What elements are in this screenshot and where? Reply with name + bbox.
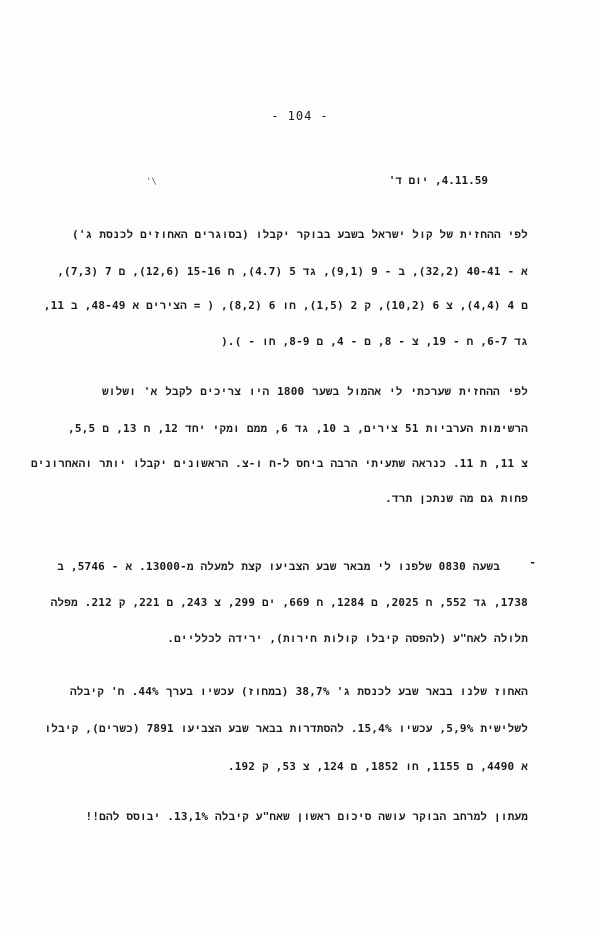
- paragraph-2-line-1: לפי ההחזית שערכתי לי אהמול בשער 1800 היו צריכים לקבל א' ושלוש: [102, 385, 529, 398]
- paragraph-2-line-4: פחות גם מה שנתכן תרד.: [385, 492, 528, 505]
- paragraph-5-line-1: מעתון למרחב הבוקר עושה סיכום ראשון שאח"ע קיבלה 13,1%. יבוסס להם!!: [85, 810, 528, 823]
- paragraph-1-line-3: ם 4 (4,4), צ 6 (10,2), ק 2 (1,5), חו 6 (8,2), ( = הצירים א 48-49, ב 11,: [43, 299, 528, 312]
- paragraph-3-line-2: 1738, גד 552, ח 2025, ם 1284, ח 669, ים 299, צ 243, ם 221, ק 212. מפלה: [50, 596, 528, 609]
- page-number: - 104 -: [271, 109, 329, 123]
- paragraph-4-line-3: א 4490, ם 1155, חו 1852, ם 124, צ 53, ק 192.: [227, 760, 528, 773]
- paragraph-2-line-3: צ 11, ת 11. כנראה שתעיתי הרבה ביחס ל-ח ו-צ. הראשונים יקבלו יותר והאחרונים: [31, 457, 528, 470]
- paragraph-3-line-1: בשעה 0830 שלפנו לי מבאר שבע הצביעו קצת למעלה מ-13000. א - 5746, ב: [57, 560, 500, 573]
- paragraph-4-line-2: לשלישית 5,9%, עכשיו 15,4%. להסתדרות בבאר שבע הצביעו 7891 (כשרים), קיבלו: [44, 722, 528, 735]
- entry-date: 4.11.59, יום ד': [388, 174, 488, 187]
- paragraph-4-line-1: האחוז שלנו בבאר שבע לכנסת ג' 38,7% (במחוז) עכשיו בערך 44%. ח' קיבלה: [70, 685, 528, 698]
- stray-mark: '\: [146, 177, 157, 187]
- paragraph-2-line-2: הרשימות הערביות 51 צירים, ב 10, גד 6, ממם ומקי יחד 12, ח 13, ם 5,5,: [68, 422, 528, 435]
- paragraph-3-line-3: תלולה לאח"ע (להפסה קיבלו קולות חירות), ירידה לכלליים.: [167, 632, 528, 645]
- paragraph-1-line-4: גד 6-7, ח - 19, צ - 8, ם - 4, ם 8-9, חו - ).(: [221, 335, 528, 348]
- paragraph-3-dash: -: [529, 556, 536, 569]
- paragraph-1-line-2: א - 40-41 (32,2), ב - 9 (9,1), גד 5 (4.7), ח 15-16 (12,6), ם 7 (7,3),: [57, 265, 528, 278]
- paragraph-1-line-1: לפי ההחזית של קול ישראל בשבע בבוקר יקבלו (בסוגרים האחוזים לכנסת ג'): [72, 228, 528, 241]
